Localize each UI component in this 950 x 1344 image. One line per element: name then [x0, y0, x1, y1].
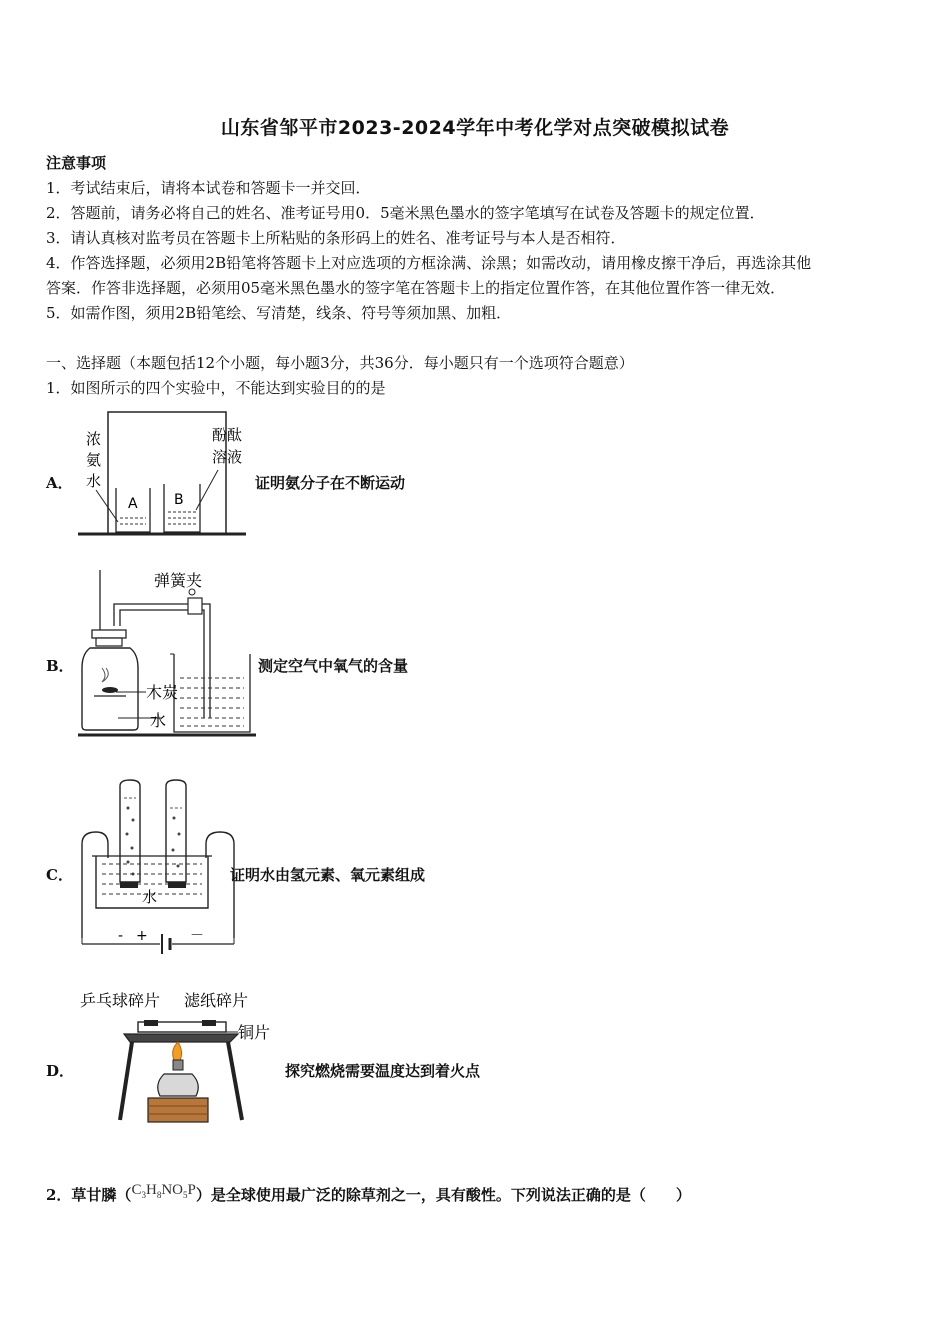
figure-c-electrolysis — [78, 778, 248, 963]
notice-item: 4．作答选择题，必须用2B铅笔将答题卡上对应选项的方框涂满、涂黑；如需改动，请用橡皮擦干净后，再选涂其他 — [46, 254, 812, 272]
option-c-text: 证明水由氢元素、氧元素组成 — [230, 866, 426, 884]
tripod-top — [124, 1034, 238, 1042]
electrode-left — [120, 882, 138, 888]
bell-jar — [108, 412, 226, 534]
flame — [173, 1042, 182, 1060]
label-water: 水 — [142, 888, 158, 906]
test-tube-right — [166, 780, 186, 882]
question-2-stem — [46, 1182, 691, 1205]
label-plus: + — [136, 928, 148, 944]
charcoal — [102, 687, 118, 693]
label-phenolphthalein: 酚酞 — [212, 426, 243, 444]
option-d-text: 探究燃烧需要温度达到着火点 — [285, 1062, 481, 1080]
label-ammonia: 氨 — [86, 451, 102, 469]
option-c-letter: C． — [46, 866, 73, 884]
option-d-letter: D． — [46, 1062, 75, 1080]
option-b-text: 测定空气中氧气的含量 — [258, 657, 409, 675]
label-minus-left: - — [118, 928, 124, 944]
beaker-b-label: B — [174, 492, 184, 508]
test-tube-left — [120, 780, 140, 882]
option-a-letter: A． — [46, 474, 73, 492]
figure-b-oxygen-content — [78, 568, 268, 740]
label-spring-clip: 弹簧夹 — [154, 571, 203, 590]
spring-clip — [188, 598, 202, 614]
beaker-a-label: A — [128, 496, 138, 512]
option-b-letter: B． — [46, 657, 74, 675]
tripod-leg-right — [228, 1042, 242, 1120]
q2-suffix: ）是全球使用最广泛的除草剂之一，具有酸性。下列说法正确的是（ ） — [195, 1186, 691, 1204]
beaker — [174, 654, 250, 732]
glyphosate-formula: $C_3H_8NO_5P$ — [131, 1182, 196, 1200]
pingpong-fragment — [144, 1020, 158, 1026]
stopper — [92, 630, 126, 638]
question-stem: 1．如图所示的四个实验中，不能达到实验目的的是 — [46, 379, 386, 397]
label-minus-right: － — [190, 928, 204, 944]
notice-item: 答案．作答非选择题，必须用05毫米黑色墨水的签字笔在答题卡上的指定位置作答，在其他位置作答一律无效． — [46, 279, 786, 297]
section-heading: 一、选择题（本题包括12个小题，每小题3分，共36分．每小题只有一个选项符合题意） — [46, 354, 634, 372]
filter-paper-fragment — [202, 1020, 216, 1026]
q2-prefix: 2．草甘膦（ — [46, 1186, 132, 1204]
label-solution: 溶液 — [212, 448, 243, 466]
label-water: 水 — [86, 472, 102, 490]
figure-d-combustion — [78, 988, 288, 1123]
wooden-block — [148, 1098, 208, 1122]
option-a-text: 证明氨分子在不断运动 — [255, 474, 406, 492]
notice-heading: 注意事项 — [46, 154, 107, 172]
alcohol-lamp — [158, 1074, 199, 1096]
notice-item: 1．考试结束后，请将本试卷和答题卡一并交回． — [46, 179, 371, 197]
notice-item: 2．答题前，请务必将自己的姓名、准考证号用0．5毫米黑色墨水的签字笔填写在试卷及答题卡的规定位置． — [46, 204, 765, 222]
notice-item: 3．请认真核对监考员在答题卡上所粘贴的条形码上的姓名、准考证号与本人是否相符． — [46, 229, 626, 247]
label-filter-paper: 滤纸碎片 — [184, 991, 249, 1010]
label-concentrated: 浓 — [86, 430, 102, 448]
electrode-right — [168, 882, 186, 888]
label-copper: 铜片 — [238, 1023, 271, 1042]
label-charcoal: 木炭 — [146, 683, 179, 702]
page-title: 山东省邹平市2023-2024学年中考化学对点突破模拟试卷 — [220, 117, 730, 139]
label-pingpong: 乒乓球碎片 — [80, 991, 161, 1010]
tripod-leg-left — [120, 1042, 132, 1120]
label-water: 水 — [150, 711, 167, 730]
notice-item: 5．如需作图，须用2B铅笔绘、写清楚，线条、符号等须加黑、加粗． — [46, 304, 512, 322]
figure-a-ammonia-diffusion — [78, 410, 258, 542]
